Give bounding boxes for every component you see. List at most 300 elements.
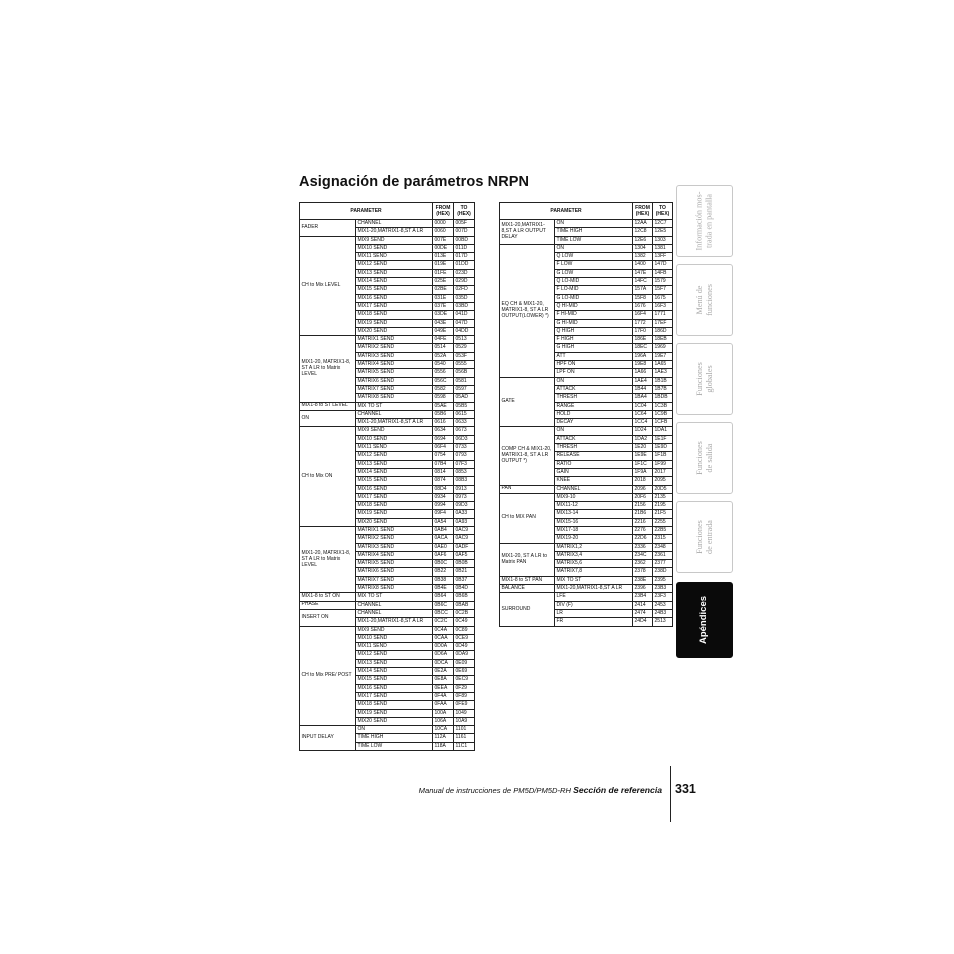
tab-label: Funciones de entrada — [694, 520, 714, 554]
to-cell: 13FF — [653, 253, 673, 261]
parameter-cell: RATIO — [555, 460, 633, 468]
to-cell: 0C2B — [454, 609, 475, 617]
parameter-cell: MIX12 SEND — [356, 261, 433, 269]
to-cell: 1AE3 — [653, 369, 673, 377]
group-cell: MIX1-20, MATRIX1-8, ST A LR to Matrix LEVEL — [300, 526, 356, 592]
group-cell: CH to MIX PAN — [500, 493, 555, 543]
to-cell: 24B3 — [653, 609, 673, 617]
parameter-cell: MIX16 SEND — [356, 684, 433, 692]
parameter-header: PARAMETER — [500, 203, 633, 220]
parameter-cell: CHANNEL — [356, 220, 433, 228]
parameter-cell: MIX14 SEND — [356, 468, 433, 476]
from-cell: 2336 — [633, 543, 653, 551]
from-cell: 1676 — [633, 302, 653, 310]
to-cell: 0B37 — [454, 576, 475, 584]
from-cell: 0C4A — [433, 626, 454, 634]
footer-divider — [670, 766, 671, 822]
from-cell: 1C64 — [633, 410, 653, 418]
to-cell: 07F3 — [454, 460, 475, 468]
parameter-cell: MATRIX7 SEND — [356, 576, 433, 584]
from-cell: 0616 — [433, 419, 454, 427]
to-cell: 10A9 — [454, 717, 475, 725]
table-row — [300, 427, 475, 435]
to-cell: 2453 — [653, 601, 673, 609]
to-cell: 0ADF — [454, 543, 475, 551]
from-cell: 21B6 — [633, 510, 653, 518]
to-cell: 1F1B — [653, 452, 673, 460]
from-cell: 1D24 — [633, 427, 653, 435]
from-cell: 2216 — [633, 518, 653, 526]
to-header: TO (HEX) — [454, 203, 475, 220]
from-cell: 0AE0 — [433, 543, 454, 551]
from-cell: 186E — [633, 336, 653, 344]
to-cell: 05B5 — [454, 402, 475, 410]
to-cell: 1101 — [454, 726, 475, 734]
parameter-cell: MIX10 SEND — [356, 435, 433, 443]
from-cell: 0598 — [433, 394, 454, 402]
parameter-cell: MIX11 SEND — [356, 253, 433, 261]
parameter-cell: LR — [555, 609, 633, 617]
tab-apendices[interactable] — [676, 582, 733, 658]
table-row — [500, 585, 673, 593]
to-cell: 0E09 — [454, 659, 475, 667]
from-cell: 04FE — [433, 336, 454, 344]
parameter-cell: TIME HIGH — [555, 228, 633, 236]
to-cell: 19E7 — [653, 352, 673, 360]
from-cell: 22D6 — [633, 535, 653, 543]
tab-label: Apéndices — [698, 595, 710, 645]
table-row — [300, 609, 475, 617]
to-cell: 017D — [454, 253, 475, 261]
to-cell: 2513 — [653, 618, 673, 626]
from-cell: 100A — [433, 709, 454, 717]
table-row — [300, 336, 475, 344]
to-cell: 23F3 — [653, 593, 673, 601]
to-cell: 1161 — [454, 734, 475, 742]
parameter-cell: MATRIX1,2 — [555, 543, 633, 551]
table-row — [300, 526, 475, 534]
parameter-cell: MATRIX1 SEND — [356, 336, 433, 344]
parameter-cell: THRESH — [555, 394, 633, 402]
group-cell: MIX1-8 to ST PAN — [500, 576, 555, 584]
to-cell: 0EC9 — [454, 676, 475, 684]
to-cell: 1B1B — [653, 377, 673, 385]
tab-label: Funciones globales — [694, 362, 714, 396]
group-cell: EQ CH & MIX1-20, MATRIX1-8, ST A LR OUTPUT(LOWER) *) — [500, 244, 555, 377]
to-cell: 08B3 — [454, 477, 475, 485]
to-cell: 1381 — [653, 244, 673, 252]
to-cell: 0C49 — [454, 618, 475, 626]
parameter-cell: MIX20 SEND — [356, 717, 433, 725]
from-cell: 0B64 — [433, 593, 454, 601]
to-cell: 0B0B — [454, 560, 475, 568]
from-cell: 20F6 — [633, 493, 653, 501]
tab-menu-funciones[interactable] — [676, 264, 733, 336]
tab-label: Menú de funciones — [694, 284, 714, 316]
parameter-cell: MIX15 SEND — [356, 676, 433, 684]
tab-funciones-globales[interactable] — [676, 343, 733, 415]
from-header: FROM (HEX) — [633, 203, 653, 220]
parameter-cell: HPF ON — [555, 361, 633, 369]
to-cell: 11C1 — [454, 742, 475, 750]
from-cell: 118A — [433, 742, 454, 750]
parameter-cell: G HI-MID — [555, 319, 633, 327]
page-footer — [400, 785, 662, 795]
to-cell: 0615 — [454, 410, 475, 418]
parameter-cell: MATRIX6 SEND — [356, 568, 433, 576]
to-cell: 1969 — [653, 344, 673, 352]
to-cell: 041D — [454, 311, 475, 319]
parameter-cell: MIX10 SEND — [356, 634, 433, 642]
from-cell: 2362 — [633, 560, 653, 568]
from-cell: 0D6A — [433, 651, 454, 659]
parameter-cell: MIX9 SEND — [356, 626, 433, 634]
parameter-cell: CHANNEL — [356, 609, 433, 617]
from-cell: 00DE — [433, 244, 454, 252]
to-cell: 1579 — [653, 278, 673, 286]
parameter-cell: MIX14 SEND — [356, 668, 433, 676]
to-cell: 0A33 — [454, 510, 475, 518]
group-cell: PHASE — [300, 601, 356, 609]
from-cell: 147E — [633, 269, 653, 277]
to-cell: 17EF — [653, 319, 673, 327]
from-cell: 12C8 — [633, 228, 653, 236]
parameter-cell: MIX13-14 — [555, 510, 633, 518]
to-cell: 1E9D — [653, 444, 673, 452]
parameter-cell: MATRIX8 SEND — [356, 585, 433, 593]
from-cell: 05B6 — [433, 410, 454, 418]
to-cell: 2017 — [653, 468, 673, 476]
group-cell: GATE — [500, 377, 555, 427]
from-cell: 1400 — [633, 261, 653, 269]
parameter-cell: F LO-MID — [555, 286, 633, 294]
tab-label: Funciones de salida — [694, 441, 714, 475]
parameter-cell: MIX1-20,MATRIX1-8,ST A LR — [356, 618, 433, 626]
nrpn-table-left — [299, 202, 475, 751]
table-row — [500, 244, 673, 252]
parameter-cell: MATRIX3,4 — [555, 551, 633, 559]
table-row — [300, 626, 475, 634]
parameter-cell: MIX15-16 — [555, 518, 633, 526]
from-cell: 2474 — [633, 609, 653, 617]
from-cell: 1AE4 — [633, 377, 653, 385]
from-cell: 1DA2 — [633, 435, 653, 443]
from-cell: 10CA — [433, 726, 454, 734]
from-cell: 0540 — [433, 361, 454, 369]
parameter-cell: DIV (F) — [555, 601, 633, 609]
from-cell: 24D4 — [633, 618, 653, 626]
to-cell: 0B4D — [454, 585, 475, 593]
table-row — [500, 576, 673, 584]
parameter-cell: CHANNEL — [356, 601, 433, 609]
parameter-cell: MIX TO ST — [356, 402, 433, 410]
parameter-cell: G LO-MID — [555, 294, 633, 302]
group-cell: MIX1-8 to ST ON — [300, 593, 356, 601]
parameter-cell: MIX9 SEND — [356, 236, 433, 244]
table-row — [300, 593, 475, 601]
to-cell: 0C89 — [454, 626, 475, 634]
to-cell: 029D — [454, 278, 475, 286]
parameter-cell: MIX11 SEND — [356, 643, 433, 651]
parameter-cell: MIX1-20,MATRIX1-8,ST A LR — [356, 419, 433, 427]
parameter-cell: GAIN — [555, 468, 633, 476]
to-cell: 00BD — [454, 236, 475, 244]
to-cell: 0913 — [454, 485, 475, 493]
from-cell: 18EC — [633, 344, 653, 352]
from-cell: 157A — [633, 286, 653, 294]
from-cell: 0E8A — [433, 676, 454, 684]
from-cell: 031E — [433, 294, 454, 302]
group-cell: BALANCE — [500, 585, 555, 593]
parameter-cell: FR — [555, 618, 633, 626]
parameter-cell: RELEASE — [555, 452, 633, 460]
parameter-cell: MATRIX7,8 — [555, 568, 633, 576]
from-cell: 037E — [433, 302, 454, 310]
from-cell: 0754 — [433, 452, 454, 460]
parameter-cell: MIX9-10 — [555, 493, 633, 501]
to-cell: 0F89 — [454, 692, 475, 700]
from-cell: 2276 — [633, 526, 653, 534]
to-cell: 2395 — [653, 576, 673, 584]
to-cell: 056B — [454, 369, 475, 377]
to-cell: 2195 — [653, 502, 673, 510]
from-cell: 049E — [433, 327, 454, 335]
table-header-row — [300, 203, 475, 220]
from-cell: 0D0A — [433, 643, 454, 651]
from-cell: 0000 — [433, 220, 454, 228]
from-cell: 112A — [433, 734, 454, 742]
group-cell: CH to Mix LEVEL — [300, 236, 356, 336]
from-cell: 0C2C — [433, 618, 454, 626]
group-cell: CH to Mix PRE/ POST — [300, 626, 356, 726]
from-cell: 1C04 — [633, 402, 653, 410]
parameter-cell: TIME LOW — [555, 236, 633, 244]
page-title: Asignación de parámetros NRPN — [299, 174, 530, 190]
tab-funciones-salida[interactable] — [676, 422, 733, 494]
parameter-cell: MATRIX7 SEND — [356, 385, 433, 393]
from-cell: 0B38 — [433, 576, 454, 584]
to-cell: 14FB — [653, 269, 673, 277]
parameter-cell: G LOW — [555, 269, 633, 277]
from-cell: 0ACA — [433, 535, 454, 543]
from-cell: 0B22 — [433, 568, 454, 576]
parameter-cell: MIX14 SEND — [356, 278, 433, 286]
from-cell: 12E6 — [633, 236, 653, 244]
to-cell: 15F7 — [653, 286, 673, 294]
from-cell: 01FE — [433, 269, 454, 277]
parameter-cell: TIME LOW — [356, 742, 433, 750]
from-cell: 238E — [633, 576, 653, 584]
parameter-cell: ATTACK — [555, 385, 633, 393]
to-cell: 053F — [454, 352, 475, 360]
table-row — [300, 601, 475, 609]
to-cell: 1C9B — [653, 410, 673, 418]
parameter-cell: MIX18 SEND — [356, 701, 433, 709]
parameter-cell: MIX9 SEND — [356, 427, 433, 435]
from-cell: 1A66 — [633, 369, 653, 377]
to-cell: 1F99 — [653, 460, 673, 468]
to-cell: 2377 — [653, 560, 673, 568]
tab-funciones-entrada[interactable] — [676, 501, 733, 573]
to-cell: 04DD — [454, 327, 475, 335]
from-cell: 0582 — [433, 385, 454, 393]
from-cell: 16F4 — [633, 311, 653, 319]
parameter-cell: ON — [356, 726, 433, 734]
tab-informacion-pantalla[interactable] — [676, 185, 733, 257]
to-cell: 2255 — [653, 518, 673, 526]
to-cell: 1DA1 — [653, 427, 673, 435]
from-cell: 052A — [433, 352, 454, 360]
from-cell: 0634 — [433, 427, 454, 435]
parameter-cell: MIX20 SEND — [356, 518, 433, 526]
from-cell: 2396 — [633, 585, 653, 593]
parameter-cell: MIX17 SEND — [356, 692, 433, 700]
from-cell: 0E2A — [433, 668, 454, 676]
from-cell: 0AB4 — [433, 526, 454, 534]
from-cell: 0DCA — [433, 659, 454, 667]
parameter-cell: G HIGH — [555, 344, 633, 352]
to-cell: 005F — [454, 220, 475, 228]
to-cell: 023D — [454, 269, 475, 277]
to-cell: 16F3 — [653, 302, 673, 310]
to-cell: 03BD — [454, 302, 475, 310]
to-cell: 2348 — [653, 543, 673, 551]
from-cell: 0A54 — [433, 518, 454, 526]
parameter-cell: MATRIX2 SEND — [356, 344, 433, 352]
to-cell: 1303 — [653, 236, 673, 244]
from-cell: 1F1C — [633, 460, 653, 468]
to-cell: 1049 — [454, 709, 475, 717]
to-cell: 0513 — [454, 336, 475, 344]
parameter-cell: TIME HIGH — [356, 734, 433, 742]
table-row — [300, 236, 475, 244]
from-cell: 1382 — [633, 253, 653, 261]
parameter-cell: LFE — [555, 593, 633, 601]
group-cell: INSERT ON — [300, 609, 356, 626]
parameter-cell: MATRIX6 SEND — [356, 377, 433, 385]
from-cell: 0CAA — [433, 634, 454, 642]
parameter-cell: MATRIX1 SEND — [356, 526, 433, 534]
to-cell: 0E69 — [454, 668, 475, 676]
parameter-cell: THRESH — [555, 444, 633, 452]
parameter-cell: Q HI-MID — [555, 302, 633, 310]
group-cell: MIX1-20,MATRIX1-8,ST A LR OUTPUT DELAY — [500, 220, 555, 245]
parameter-cell: MIX15 SEND — [356, 286, 433, 294]
parameter-cell: CHANNEL — [356, 410, 433, 418]
table-row — [300, 410, 475, 418]
to-cell: 0793 — [454, 452, 475, 460]
group-cell: SURROUND — [500, 593, 555, 626]
parameter-cell: MIX15 SEND — [356, 477, 433, 485]
parameter-cell: KNEE — [555, 477, 633, 485]
to-cell: 0853 — [454, 468, 475, 476]
to-cell: 047D — [454, 319, 475, 327]
from-header: FROM (HEX) — [433, 203, 454, 220]
to-cell: 1BDB — [653, 394, 673, 402]
tab-label: Información mos- trada en pantalla — [694, 191, 714, 251]
parameter-cell: MIX17-18 — [555, 526, 633, 534]
to-cell: 0A93 — [454, 518, 475, 526]
to-cell: 0529 — [454, 344, 475, 352]
from-cell: 2414 — [633, 601, 653, 609]
table-row — [500, 593, 673, 601]
group-cell: MIX1-20, MATRIX1-8, ST A LR to Matrix LEVEL — [300, 336, 356, 402]
from-cell: 0874 — [433, 477, 454, 485]
parameter-cell: MIX19-20 — [555, 535, 633, 543]
to-cell: 0AC9 — [454, 526, 475, 534]
to-cell: 0AC9 — [454, 535, 475, 543]
manual-name: Manual de instrucciones de PM5D/PM5D-RH — [418, 786, 572, 795]
from-cell: 0514 — [433, 344, 454, 352]
parameter-cell: MIX13 SEND — [356, 269, 433, 277]
from-cell: 234C — [633, 551, 653, 559]
to-cell: 06D3 — [454, 435, 475, 443]
parameter-cell: MIX18 SEND — [356, 311, 433, 319]
to-cell: 2315 — [653, 535, 673, 543]
parameter-cell: MIX12 SEND — [356, 452, 433, 460]
to-cell: 2135 — [653, 493, 673, 501]
to-cell: 2361 — [653, 551, 673, 559]
parameter-cell: MATRIX8 SEND — [356, 394, 433, 402]
table-row — [500, 427, 673, 435]
to-cell: 0673 — [454, 427, 475, 435]
to-cell: 238D — [653, 568, 673, 576]
from-cell: 0B4E — [433, 585, 454, 593]
to-cell: 035D — [454, 294, 475, 302]
from-cell: 106A — [433, 717, 454, 725]
from-cell: 025E — [433, 278, 454, 286]
from-cell: 17F0 — [633, 327, 653, 335]
to-cell: 0555 — [454, 361, 475, 369]
table-row — [300, 402, 475, 410]
parameter-cell: ATTACK — [555, 435, 633, 443]
parameter-cell: ON — [555, 427, 633, 435]
group-cell: MIX1-8 to ST LEVEL — [300, 402, 356, 410]
from-cell: 0814 — [433, 468, 454, 476]
parameter-cell: MATRIX5,6 — [555, 560, 633, 568]
to-cell: 007D — [454, 228, 475, 236]
from-cell: 06F4 — [433, 444, 454, 452]
from-cell: 1E20 — [633, 444, 653, 452]
to-cell: 147D — [653, 261, 673, 269]
table-row — [500, 377, 673, 385]
to-cell: 1E1F — [653, 435, 673, 443]
parameter-cell: MATRIX3 SEND — [356, 352, 433, 360]
to-cell: 21F5 — [653, 510, 673, 518]
parameter-cell: MIX18 SEND — [356, 502, 433, 510]
to-header: TO (HEX) — [653, 203, 673, 220]
to-cell: 0633 — [454, 419, 475, 427]
from-cell: 1F9A — [633, 468, 653, 476]
to-cell: 09D3 — [454, 502, 475, 510]
group-cell: MIX1-20, ST A LR to Matrix PAN — [500, 543, 555, 576]
parameter-cell: HOLD — [555, 410, 633, 418]
from-cell: 1CC4 — [633, 419, 653, 427]
from-cell: 02BE — [433, 286, 454, 294]
to-cell: 0973 — [454, 493, 475, 501]
parameter-cell: MATRIX3 SEND — [356, 543, 433, 551]
from-cell: 043E — [433, 319, 454, 327]
parameter-cell: MATRIX4 SEND — [356, 361, 433, 369]
parameter-cell: MATRIX4 SEND — [356, 551, 433, 559]
parameter-header: PARAMETER — [300, 203, 433, 220]
from-cell: 07B4 — [433, 460, 454, 468]
page-number: 331 — [675, 782, 696, 796]
group-cell: FADER — [300, 220, 356, 237]
parameter-cell: MIX19 SEND — [356, 709, 433, 717]
group-cell: COMP CH & MIX1-20, MATRIX1-8, ST A LR OUTPUT *) — [500, 427, 555, 485]
parameter-cell: MIX12 SEND — [356, 651, 433, 659]
